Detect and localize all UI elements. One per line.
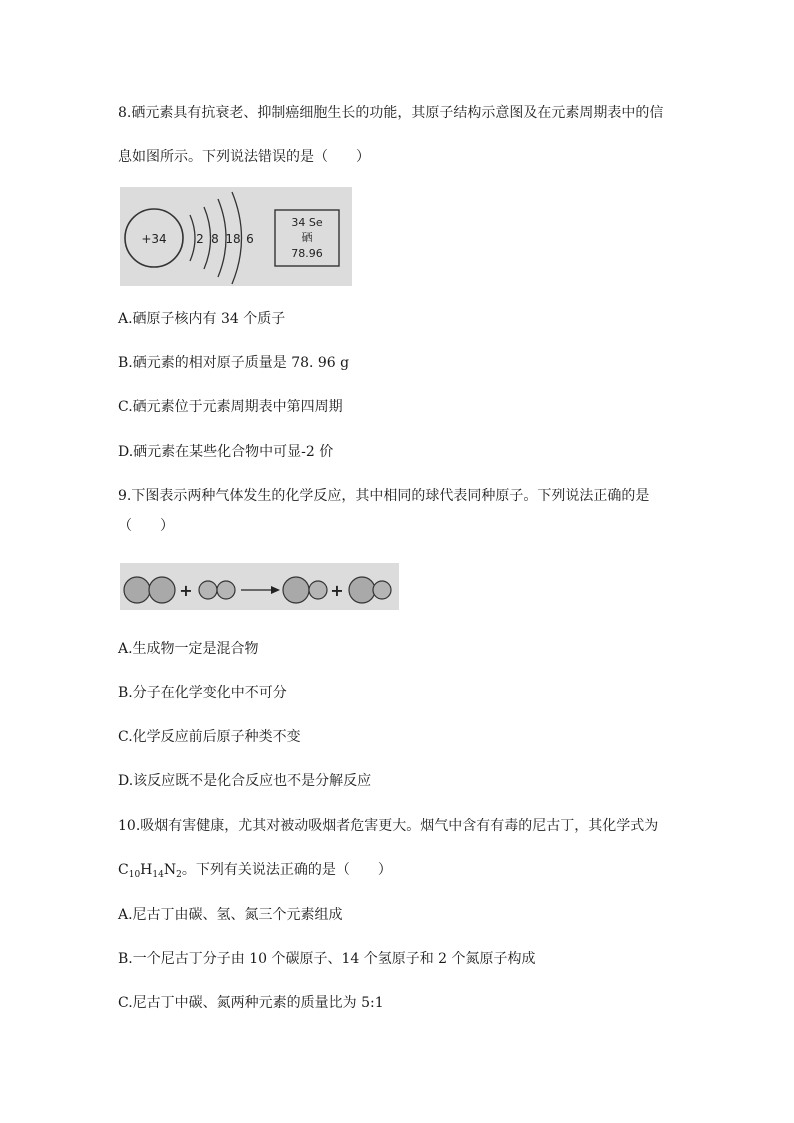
q10-stem-line2-text: 。下列有关说法正确的是（ ） bbox=[181, 862, 392, 878]
plus-sign: + bbox=[179, 581, 193, 600]
atom-large bbox=[149, 577, 175, 603]
q9-stem-line2: （ ） bbox=[118, 518, 174, 534]
shell-electrons: 6 bbox=[246, 232, 254, 246]
q10-stem-line2 bbox=[118, 861, 392, 879]
formula-h-subscript: 14 bbox=[152, 870, 164, 880]
atom-large bbox=[349, 577, 375, 603]
shell-electrons: 8 bbox=[211, 232, 219, 246]
q9-option-c: C.化学反应前后原子种类不变 bbox=[118, 729, 301, 745]
atom-small bbox=[217, 581, 235, 599]
q8-option-a: A.硒原子核内有 34 个质子 bbox=[118, 311, 286, 327]
formula-n: N bbox=[163, 862, 177, 878]
element-name: 硒 bbox=[301, 231, 313, 244]
q10-stem-line1: 10.吸烟有害健康，尤其对被动吸烟者危害更大。烟气中含有有毒的尼古丁，其化学式为 bbox=[118, 818, 659, 834]
shell-electrons: 18 bbox=[225, 232, 241, 246]
formula-n-subscript: 2 bbox=[176, 870, 182, 880]
atomic-mass: 78.96 bbox=[291, 247, 323, 260]
q8-option-b: B.硒元素的相对原子质量是 78. 96 g bbox=[118, 355, 350, 371]
formula-c: C bbox=[118, 862, 129, 878]
element-number-symbol: 34 Se bbox=[291, 216, 323, 229]
q10-option-b: B.一个尼古丁分子由 10 个碳原子、14 个氢原子和 2 个氮原子构成 bbox=[118, 951, 536, 967]
selenium-atom-figure bbox=[120, 187, 352, 286]
q8-stem-line2: 息如图所示。下列说法错误的是（ ） bbox=[118, 149, 370, 165]
q10-option-a: A.尼古丁由碳、氢、氮三个元素组成 bbox=[118, 907, 343, 923]
plus-sign: + bbox=[330, 581, 344, 600]
atom-large bbox=[283, 577, 309, 603]
q10-option-c: C.尼古丁中碳、氮两种元素的质量比为 5:1 bbox=[118, 995, 384, 1011]
atom-small bbox=[309, 581, 327, 599]
atom-small bbox=[199, 581, 217, 599]
atom-large bbox=[124, 577, 150, 603]
q8-option-c: C.硒元素位于元素周期表中第四周期 bbox=[118, 399, 343, 415]
q9-option-a: A.生成物一定是混合物 bbox=[118, 641, 259, 657]
electron-shell-arc bbox=[204, 207, 211, 269]
formula-c-subscript: 10 bbox=[128, 870, 141, 880]
q9-option-b: B.分子在化学变化中不可分 bbox=[118, 685, 287, 701]
nucleus-charge: +34 bbox=[141, 232, 167, 246]
formula-h: H bbox=[140, 862, 153, 878]
q8-stem-line1: 8.硒元素具有抗衰老、抑制癌细胞生长的功能，其原子结构示意图及在元素周期表中的信 bbox=[118, 105, 664, 121]
q9-stem-line1: 9.下图表示两种气体发生的化学反应，其中相同的球代表同种原子。下列说法正确的是 bbox=[118, 488, 650, 504]
reaction-figure bbox=[120, 563, 399, 610]
atom-small bbox=[373, 581, 391, 599]
q8-option-d: D.硒元素在某些化合物中可显-2 价 bbox=[118, 444, 334, 460]
arrow-head bbox=[271, 586, 280, 594]
electron-shell-arc bbox=[190, 215, 195, 261]
q9-option-d: D.该反应既不是化合反应也不是分解反应 bbox=[118, 773, 372, 789]
shell-electrons: 2 bbox=[196, 232, 204, 246]
